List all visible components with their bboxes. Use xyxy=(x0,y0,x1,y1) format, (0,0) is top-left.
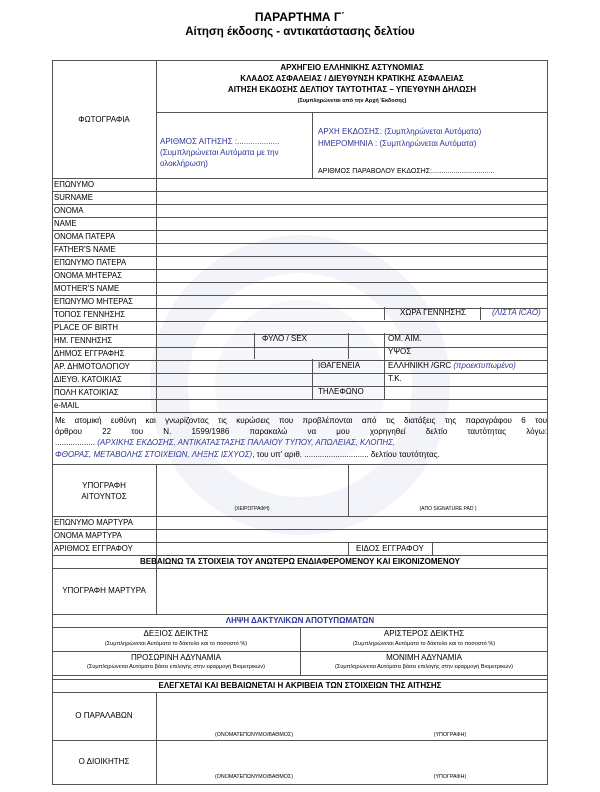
phone-label: ΤΗΛΕΦΩΝΟ xyxy=(318,387,364,396)
country-of-birth-label: ΧΩΡΑ ΓΕΝΝΗΣΗΣ xyxy=(400,308,466,317)
director-signature: (ΥΠΟΓΡΑΦΗ) xyxy=(433,774,467,780)
agency-note: (Συμπληρώνεται από την Αρχή Έκδοσης) xyxy=(297,98,407,104)
field-label: ΕΠΩΝΥΜΟ xyxy=(54,180,95,189)
sex-label: ΦΥΛΟ / SEX xyxy=(262,334,307,343)
postal-code-label: Τ.Κ. xyxy=(388,374,402,383)
field-input-cell[interactable] xyxy=(157,218,547,230)
application-number-note: (Συμπληρώνεται Αυτόματα με την xyxy=(160,148,279,157)
permanent-inability-note: (Συμπληρώνεται Αυτόματα βάσει επιλογής στην εφαρμογή Βιομετρικών) xyxy=(335,664,513,670)
field-input-cell[interactable] xyxy=(157,400,547,412)
permanent-inability-label: ΜΟΝΙΜΗ ΑΔΥΝΑΜΙΑ xyxy=(386,653,462,662)
field-label: ΟΝΟΜΑ ΠΑΤΕΡΑ xyxy=(54,232,116,241)
witness-name-label: ΟΝΟΜΑ ΜΑΡΤΥΡΑ xyxy=(54,531,122,540)
field-input-cell[interactable] xyxy=(157,348,547,360)
blood-type-label: ΟΜ. ΑΙΜ. xyxy=(388,334,422,343)
issuing-authority: ΑΡΧΗ ΕΚΔΟΣΗΣ: (Συμπληρώνεται Αυτόματα) xyxy=(318,127,482,136)
director-name-rank: (ΟΝΟΜΑΤΕΠΩΝΥΜΟ/ΒΑΘΜΟΣ) xyxy=(215,774,293,780)
nationality-value: ΕΛΛΗΝΙΚΗ /GRC (προεκτυπωμένο) xyxy=(388,361,516,370)
agency-line2: ΚΛΑΔΟΣ ΑΣΦΑΛΕΙΑΣ / ΔΙΕΥΘΥΝΣΗ ΚΡΑΤΙΚΗΣ ΑΣΦΑΛΕΙΑΣ xyxy=(240,74,464,83)
left-index-label: ΑΡΙΣΤΕΡΟΣ ΔΕΙΚΤΗΣ xyxy=(383,629,465,638)
field-input-cell[interactable] xyxy=(157,374,547,386)
annex-title: ΠΑΡΑΡΤΗΜΑ Γ΄ xyxy=(254,10,346,24)
receiver-label: Ο ΠΑΡΑΛΑΒΩΝ xyxy=(75,711,133,720)
temporary-inability-note: (Συμπληρώνεται Αυτόματα βάσει επιλογής στην εφαρμογή Βιομετρικών) xyxy=(87,664,265,670)
field-input-cell[interactable] xyxy=(157,283,547,295)
field-label: ΟΝΟΜΑ xyxy=(54,206,84,215)
witness-surname-label: ΕΠΩΝΥΜΟ ΜΑΡΤΥΡΑ xyxy=(54,518,133,527)
right-index-label: ΔΕΞΙΟΣ ΔΕΙΚΤΗΣ xyxy=(143,629,209,638)
receiver-name-rank: (ΟΝΟΜΑΤΕΠΩΝΥΜΟ/ΒΑΘΜΟΣ) xyxy=(215,732,293,738)
field-label: ΕΠΩΝΥΜΟ ΠΑΤΕΡΑ xyxy=(54,258,127,267)
field-label: ΔΗΜΟΣ ΕΓΓΡΑΦΗΣ xyxy=(54,349,125,358)
witness-doc-type-label: ΕΙΔΟΣ ΕΓΓΡΑΦΟΥ xyxy=(356,544,424,553)
applicant-signature-label: ΥΠΟΓΡΑΦΗ xyxy=(82,481,126,490)
field-label: ΤΟΠΟΣ ΓΕΝΝΗΣΗΣ xyxy=(54,310,126,319)
field-label: FATHER'S NAME xyxy=(54,245,116,254)
field-label: ΑΡ. ΔΗΜΟΤΟΛΟΓΙΟΥ xyxy=(54,362,130,371)
application-number: ΑΡΙΘΜΟΣ ΑΙΤΗΣΗΣ :................... xyxy=(160,137,280,146)
field-input-cell[interactable] xyxy=(157,192,547,204)
field-input-cell[interactable] xyxy=(157,309,547,321)
right-index-note: (Συμπληρώνεται Αυτόματα το δάκτυλο και το ποσοστό %) xyxy=(104,641,248,647)
field-input-cell[interactable] xyxy=(157,296,547,308)
field-label: NAME xyxy=(54,219,77,228)
photo-label: ΦΩΤΟΓΡΑΦΙΑ xyxy=(78,115,130,124)
height-label: ΥΨΟΣ xyxy=(388,347,412,356)
icao-list-note: (ΛΙΣΤΑ ICAO) xyxy=(492,308,541,317)
witness-doc-number-label: ΑΡΙΘΜΟΣ ΕΓΓΡΑΦΟΥ xyxy=(54,544,133,553)
field-label: ΔΙΕΥΘ. ΚΑΤΟΙΚΙΑΣ xyxy=(54,375,122,384)
temporary-inability-label: ΠΡΟΣΩΡΙΝΗ ΑΔΥΝΑΜΙΑ xyxy=(131,653,221,662)
field-label: ΠΟΛΗ ΚΑΤΟΙΚΙΑΣ xyxy=(54,388,119,397)
fee-number: ΑΡΙΘΜΟΣ ΠΑΡΑΒΟΛΟΥ ΕΚΔΟΣΗΣ:................................ xyxy=(318,168,495,175)
field-input-cell[interactable] xyxy=(157,257,547,269)
field-label: ΟΝΟΜΑ ΜΗΤΕΡΑΣ xyxy=(54,271,122,280)
nationality-label: ΙΘΑΓΕΝΕΙΑ xyxy=(318,361,361,370)
fingerprints-title: ΛΗΨΗ ΔΑΚΤΥΛΙΚΩΝ ΑΠΟΤΥΠΩΜΑΤΩΝ xyxy=(225,616,375,625)
agency-line1: ΑΡΧΗΓΕΙΟ ΕΛΛΗΝΙΚΗΣ ΑΣΤΥΝΟΜΙΑΣ xyxy=(280,63,424,72)
form-subtitle: Αίτηση έκδοσης - αντικατάστασης δελτίου xyxy=(185,26,415,38)
agency-line3: ΑΙΤΗΣΗ ΕΚΔΟΣΗΣ ΔΕΛΤΙΟΥ ΤΑΥΤΟΤΗΤΑΣ – ΥΠΕΥΘΥΝΗ ΔΗΛΩΣΗ xyxy=(227,85,477,94)
field-label: ΕΠΩΝΥΜΟ ΜΗΤΕΡΑΣ xyxy=(54,297,133,306)
left-index-note: (Συμπληρώνεται Αυτόματα το δάκτυλο και το ποσοστό %) xyxy=(352,641,496,647)
applicant-signature-label2: ΑΙΤΟΥΝΤΟΣ xyxy=(81,492,127,501)
field-input-cell[interactable] xyxy=(157,335,547,347)
field-label: ΗΜ. ΓΕΝΝΗΣΗΣ xyxy=(54,336,113,345)
witness-confirmation: ΒΕΒΑΙΩΝΩ ΤΑ ΣΤΟΙΧΕΙΑ ΤΟΥ ΑΝΩΤΕΡΩ ΕΝΔΙΑΦΕΡΟΜΕΝΟΥ ΚΑΙ ΕΙΚΟΝΙΖΟΜΕΝΟΥ xyxy=(140,557,460,566)
field-input-cell[interactable] xyxy=(157,231,547,243)
declaration-text: Με ατομική ευθύνη και γνωρίζοντας τις κυρώσεις που προβλέπονται από τις διατάξεις της παραγράφου 6 του άρθρου 22 του Ν. 1599/1986 παρακαλώ να μου χορηγηθεί δελτίο ταυτότητας λόγω: .................. (ΑΡΧΙΚΗΣ ΕΚΔΟΣΗΣ, ΑΝΤΙΚΑΤΑΣΤΑΣΗΣ ΠΑΛΑΙΟΥ ΤΥΠΟΥ, ΑΠΩΛΕΙΑΣ, ΚΛΟΠΗΣ, ΦΘΟΡΑΣ, ΜΕΤΑΒΟΛΗΣ ΣΤΟΙΧΕΙΩΝ, ΛΗΞΗΣ ΙΣΧΥΟΣ), του υπ' αριθ. ............................. δελτίου ταυτότητας. xyxy=(55,416,547,459)
field-label: SURNAME xyxy=(54,193,93,202)
director-label: Ο ΔΙΟΙΚΗΤΗΣ xyxy=(78,757,130,766)
handwritten-signature-box: (ΧΕΙΡΟΓΡΑΦΗ) xyxy=(234,506,270,512)
signature-pad-box: (ΑΠΟ SIGNATURE PAD ) xyxy=(419,506,477,512)
field-input-cell[interactable] xyxy=(157,179,547,191)
receiver-signature: (ΥΠΟΓΡΑΦΗ) xyxy=(433,732,467,738)
application-number-note2: ολοκλήρωση) xyxy=(160,159,208,168)
verification-title: ΕΛΕΓΧΕΤΑΙ ΚΑΙ ΒΕΒΑΙΩΝΕΤΑΙ Η ΑΚΡΙΒΕΙΑ ΤΩΝ ΣΤΟΙΧΕΙΩΝ ΤΗΣ ΑΙΤΗΣΗΣ xyxy=(158,681,442,690)
issue-date: ΗΜΕΡΟΜΗΝΙΑ : (Συμπληρώνεται Αυτόματα) xyxy=(318,139,477,148)
field-input-cell[interactable] xyxy=(157,322,547,334)
field-input-cell[interactable] xyxy=(157,270,547,282)
witness-signature-label: ΥΠΟΓΡΑΦΗ ΜΑΡΤΥΡΑ xyxy=(62,586,146,595)
field-label: PLACE OF BIRTH xyxy=(54,323,118,332)
field-label: MOTHER'S NAME xyxy=(54,284,120,293)
field-label: e-MAIL xyxy=(54,401,80,410)
field-input-cell[interactable] xyxy=(157,244,547,256)
field-input-cell[interactable] xyxy=(157,205,547,217)
